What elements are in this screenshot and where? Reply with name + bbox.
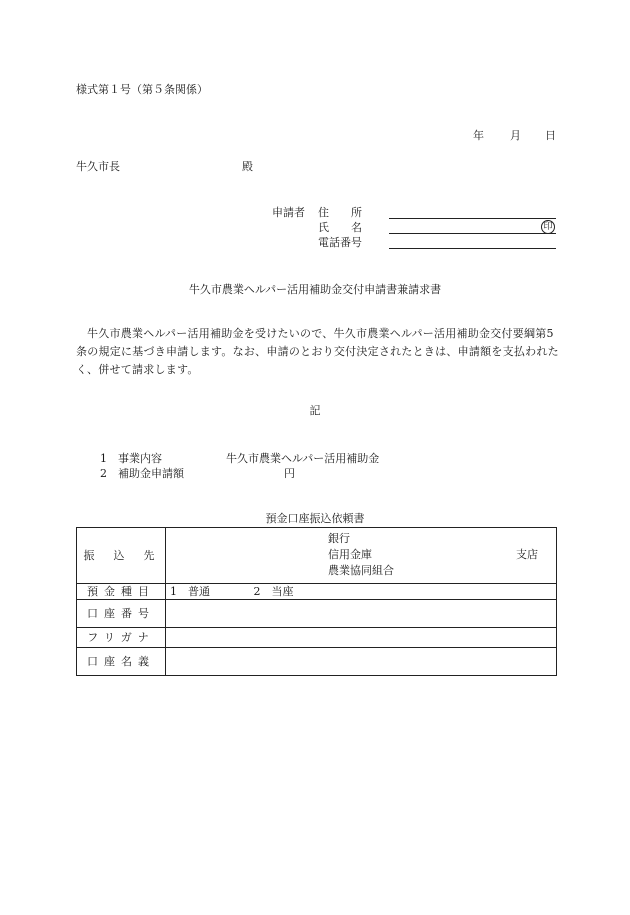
address-label: 住 所 [318, 206, 362, 219]
deposit-type-label: 預金種目 [77, 584, 166, 600]
table-row [77, 648, 557, 676]
bank-type-bank: 銀行 [328, 532, 350, 545]
branch-label: 支店 [516, 548, 538, 561]
applicant-label: 申請者 [272, 206, 305, 219]
account-number-label: 口座番号 [77, 600, 166, 628]
form-number: 様式第１号（第５条関係） [76, 83, 208, 96]
table-row [77, 584, 557, 600]
account-name-label: 口座名義 [77, 648, 166, 676]
deposit-option-ordinary[interactable]: 1 普通 [170, 584, 210, 598]
item-2-value: 円 [284, 467, 295, 480]
phone-field[interactable] [389, 248, 556, 249]
address-field[interactable] [389, 218, 556, 219]
date-year: 年 [473, 129, 484, 142]
name-field[interactable] [389, 233, 556, 234]
item-1-num: 1 [100, 452, 107, 465]
bank-type-ja: 農業協同組合 [328, 564, 394, 577]
account-name-cell[interactable] [166, 648, 557, 676]
item-2-num: 2 [100, 467, 107, 480]
bank-type-shinkin: 信用金庫 [328, 548, 372, 561]
phone-label: 電話番号 [318, 236, 362, 249]
addressee-name: 牛久市長 [76, 160, 120, 173]
document-title: 牛久市農業ヘルパー活用補助金交付申請書兼請求書 [188, 283, 442, 296]
bank-label: 振 込 先 [77, 528, 166, 584]
account-number-cell[interactable] [166, 600, 557, 628]
addressee-honorific: 殿 [242, 160, 253, 173]
table-row [77, 628, 557, 648]
bank-transfer-table [76, 527, 557, 676]
item-1-value: 牛久市農業ヘルパー活用補助金 [226, 452, 380, 465]
deposit-option-current[interactable]: 2 当座 [253, 584, 294, 598]
seal-mark: 印 [541, 220, 555, 234]
transfer-title: 預金口座振込依頼書 [265, 512, 365, 525]
table-row [77, 528, 557, 584]
item-2-label: 補助金申請額 [118, 467, 184, 480]
date-month: 月 [510, 129, 521, 142]
ki-heading: 記 [309, 404, 321, 417]
body-paragraph: 牛久市農業ヘルパー活用補助金を受けたいので、牛久市農業ヘルパー活用補助金交付要綱第5条の規定に基づき申請します。なお、申請のとおり交付決定されたときは、申請額を支払われたく、併せて請求します。 [76, 327, 559, 376]
item-1-label: 事業内容 [118, 452, 162, 465]
bank-cell[interactable] [166, 528, 557, 584]
table-row [77, 600, 557, 628]
furigana-cell[interactable] [166, 628, 557, 648]
date-day: 日 [545, 129, 556, 142]
deposit-type-cell[interactable] [166, 584, 557, 600]
name-label: 氏 名 [318, 221, 362, 234]
furigana-label: フリガナ [77, 628, 166, 648]
